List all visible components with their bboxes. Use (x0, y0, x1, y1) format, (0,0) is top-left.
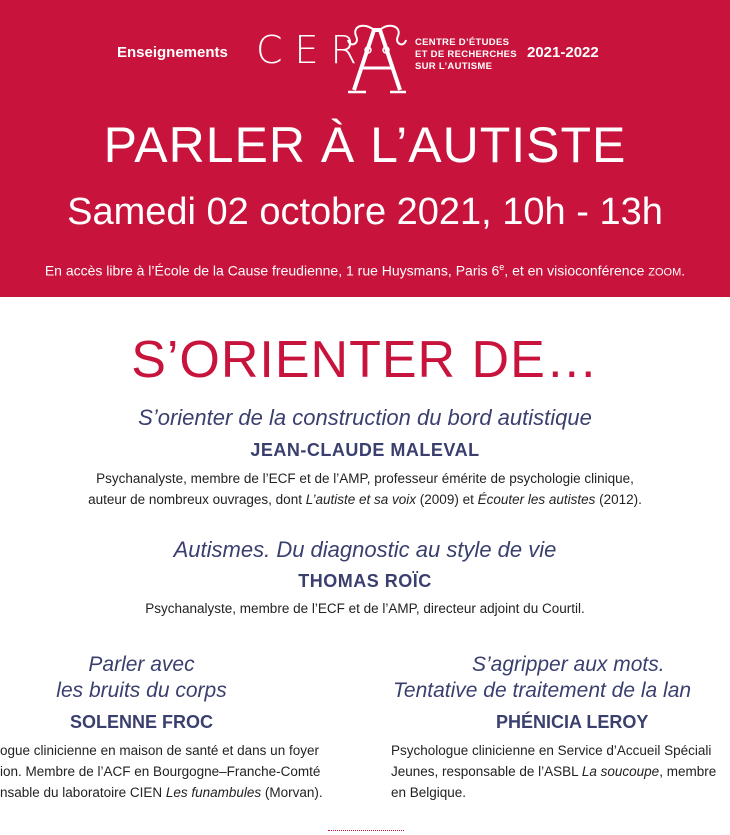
bio-text: (2012). (595, 492, 642, 507)
zoom-label: ZOOM (648, 266, 682, 279)
center-name-line: SUR L’AUTISME (415, 61, 493, 72)
lab-name: Les funambules (165, 785, 262, 800)
bio-text: (2009) et (416, 492, 478, 507)
bio-line (0, 489, 730, 510)
event-date: Samedi 02 octobre 2021, 10h - 13h (67, 191, 663, 233)
talk-title: S’orienter de la construction du bord autistique (138, 405, 592, 430)
cera-logo-a-icon (344, 20, 408, 96)
cera-logo-letters: CER (256, 28, 369, 72)
bio-line: en Belgique. (391, 785, 467, 800)
center-name-line: ET DE RECHERCHES (415, 49, 517, 60)
association-name: La soucoupe (581, 764, 660, 779)
academic-years: 2021-2022 (527, 44, 599, 61)
teachings-label: Enseignements (117, 44, 228, 61)
book-title: L’autiste et sa voix (305, 492, 417, 507)
bio-text: auteur de nombreux ouvrages, dont (88, 492, 306, 507)
speaker-name: THOMAS ROÏC (298, 571, 432, 591)
access-text: En accès libre à l’École de la Cause freudienne, 1 rue Huysmans, Paris 6 (44, 262, 500, 279)
speaker-name: PHÉNICIA LEROY (496, 712, 649, 732)
bio-text: , membre (659, 764, 717, 779)
bio-line: Psychologue clinicienne en Service d’Accueil Spéciali (391, 743, 712, 758)
speaker-bio: Psychanalyste, membre de l’ECF et de l’AMP, directeur adjoint du Courtil. (145, 601, 585, 616)
access-info (0, 262, 730, 279)
bio-text: Jeunes, responsable de l’ASBL (391, 764, 582, 779)
speaker-bio (391, 740, 730, 803)
bio-line: ion. Membre de l’ACF en Bourgogne–Franche-Comté (0, 764, 321, 779)
title-line: les bruits du corps (56, 679, 227, 702)
header-banner (0, 0, 730, 297)
bio-text: (Morvan). (261, 785, 323, 800)
title-line: Parler avec (88, 653, 195, 676)
dotted-divider (328, 830, 404, 831)
bio-text: nsable du laboratoire CIEN (0, 785, 166, 800)
speaker-bio (0, 468, 730, 510)
center-name-line: CENTRE D’ÉTUDES (415, 37, 510, 48)
talk-title (0, 652, 283, 704)
talk-title (380, 652, 730, 704)
event-title: PARLER À L’AUTISTE (103, 117, 627, 173)
speaker-name: SOLENNE FROC (69, 712, 213, 732)
title-line: Tentative de traitement de la lan (393, 679, 692, 702)
section-title: S’ORIENTER DE… (131, 331, 599, 389)
access-text: . (681, 262, 686, 279)
access-sup: e (499, 262, 505, 272)
bio-line: Psychanalyste, membre de l’ECF et de l’AMP, professeur émérite de psychologie clinique, (96, 471, 634, 486)
speaker-bio (0, 740, 323, 803)
center-name (415, 37, 517, 73)
speaker-name: JEAN-CLAUDE MALEVAL (250, 440, 480, 460)
book-title: Écouter les autistes (477, 492, 596, 507)
bio-line: ogue clinicienne en maison de santé et dans un foyer (0, 743, 319, 758)
talk-title: Autismes. Du diagnostic au style de vie (173, 537, 557, 562)
bio-line (0, 782, 323, 803)
access-text: , et en visioconférence (504, 262, 649, 279)
title-line: S’agripper aux mots. (472, 653, 665, 676)
bio-line (391, 761, 730, 782)
